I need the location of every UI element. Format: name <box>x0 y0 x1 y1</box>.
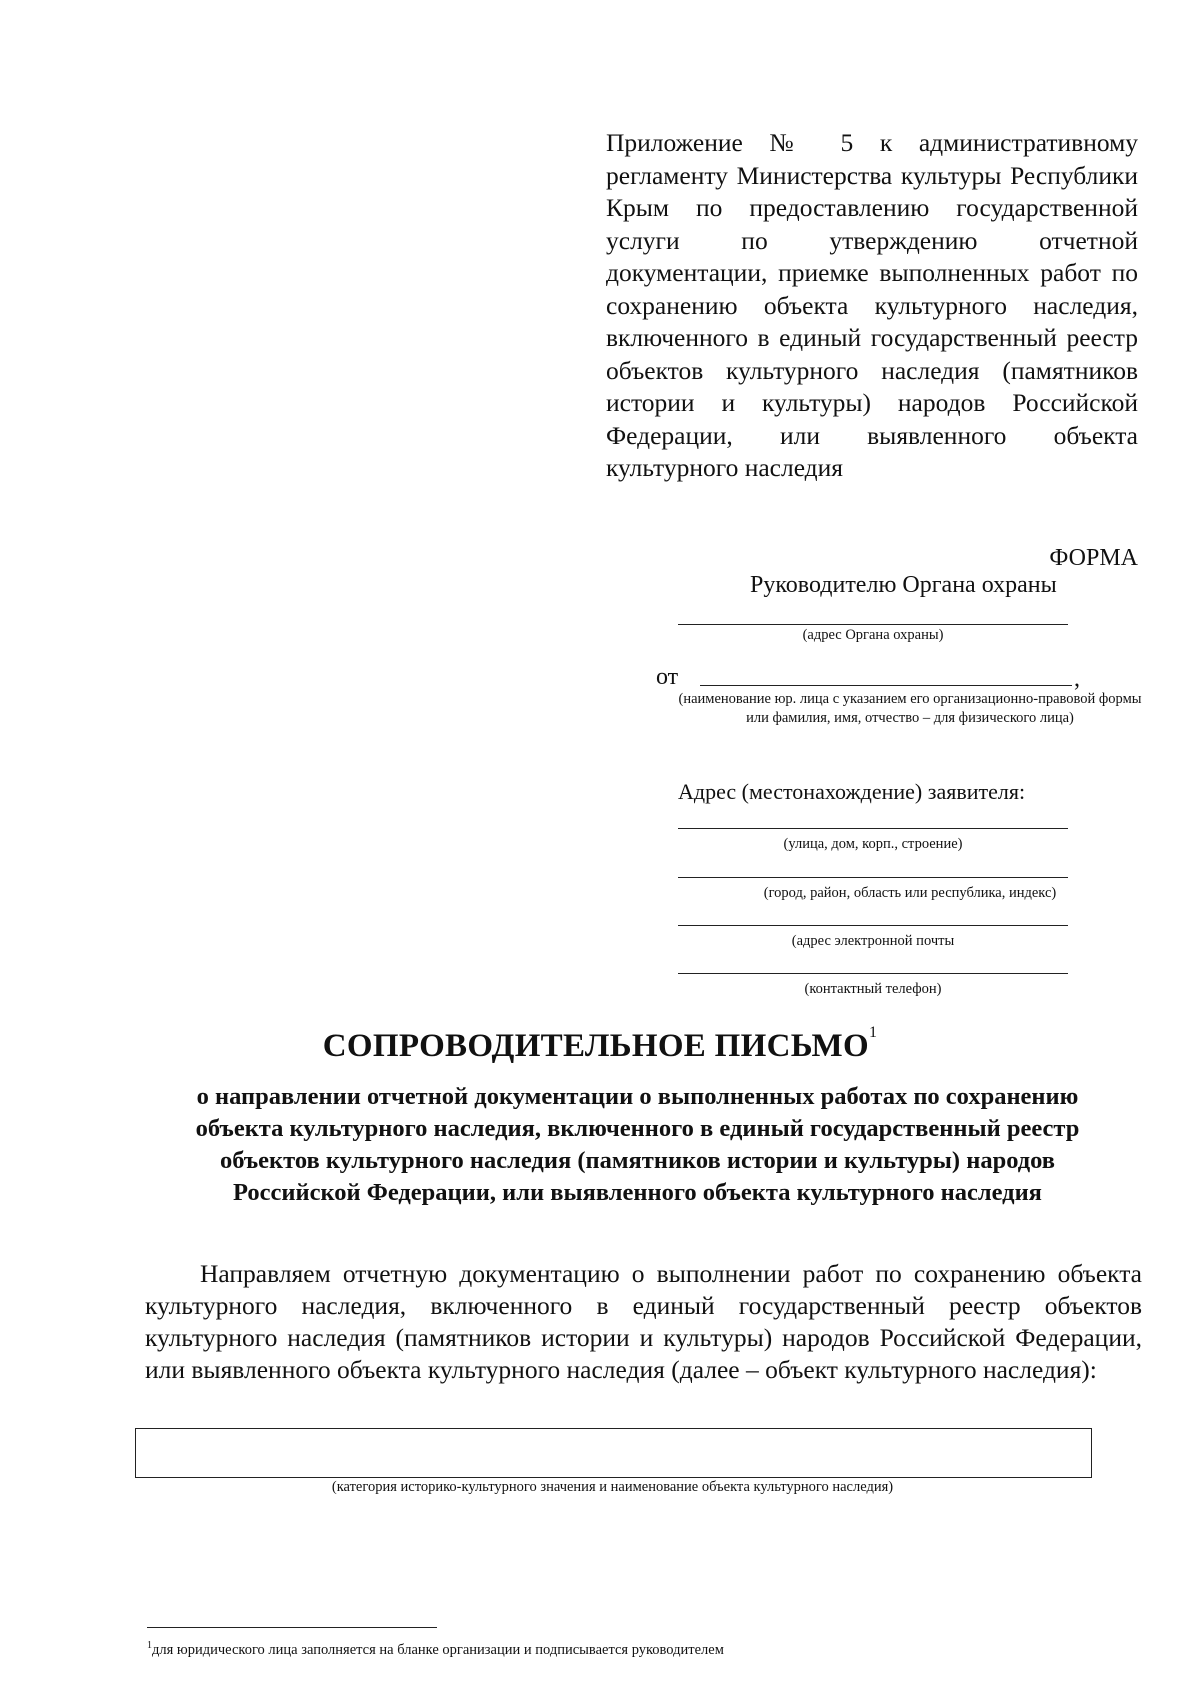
footnote-text: для юридического лица заполняется на бланке организации и подписывается руководителем <box>152 1641 724 1658</box>
from-comma: , <box>1074 666 1080 692</box>
phone-caption: (контактный телефон) <box>804 981 942 997</box>
footnote-divider <box>147 1627 437 1628</box>
recipient-address-field[interactable] <box>678 624 1068 625</box>
city-caption: (город, район, область или республика, индекс) <box>763 885 1057 901</box>
phone-field[interactable] <box>678 973 1068 974</box>
appendix-header: Приложение № 5 к административному регламенту Министерства культуры Республики Крым по предоставлению государственной услуги по утверждению отчетной документации, приемке выполненных работ по сохранению объекта культурного наследия, включенного в единый государственный реестр объектов культурного наследия (памятников истории и культуры) народов Российской Федерации, или выявленного объекта культурного наследия <box>606 128 1138 482</box>
street-caption: (улица, дом, корп., строение) <box>783 836 963 852</box>
document-subtitle: о направлении отчетной документации о выполненных работах по сохранению объекта культурного наследия, включенного в единый государственный реестр объектов культурного наследия (памятников истории и культуры) народов Российской Федерации, или выявленного объекта культурного наследия <box>195 1083 1080 1206</box>
title-footnote-mark: 1 <box>868 1024 878 1041</box>
address-label: Адрес (местонахождение) заявителя: <box>678 779 1026 804</box>
email-field[interactable] <box>678 925 1068 926</box>
city-field[interactable] <box>678 877 1068 878</box>
body-paragraph: Направляем отчетную документацию о выполнении работ по сохранению объекта культурного наследия, включенного в единый государственный реестр объектов культурного наследия (памятников истории и культуры) народов Российской Федерации, или выявленного объекта культурного наследия (далее – объект культурного наследия): <box>145 1259 1142 1384</box>
email-caption: (адрес электронной почты <box>791 933 955 949</box>
recipient-line: Руководителю Органа охраны <box>750 572 1057 598</box>
applicant-name-field[interactable] <box>700 685 1072 686</box>
footnote-mark: 1 <box>147 1640 152 1651</box>
object-name-caption: (категория историко-культурного значения и наименование объекта культурного наследия) <box>331 1479 894 1495</box>
document-title <box>0 1024 1200 1065</box>
from-label: от <box>656 664 679 690</box>
street-field[interactable] <box>678 828 1068 829</box>
applicant-name-caption: (наименование юр. лица с указанием его организационно-правовой формы или фамилия, имя, отчество – для физического лица) <box>678 691 1142 726</box>
form-label: ФОРМА <box>1049 545 1138 571</box>
document-title-text: СОПРОВОДИТЕЛЬНОЕ ПИСЬМО <box>322 1028 869 1064</box>
object-name-field[interactable] <box>135 1428 1092 1478</box>
recipient-address-caption: (адрес Органа охраны) <box>802 627 944 643</box>
footnote <box>147 1640 724 1659</box>
